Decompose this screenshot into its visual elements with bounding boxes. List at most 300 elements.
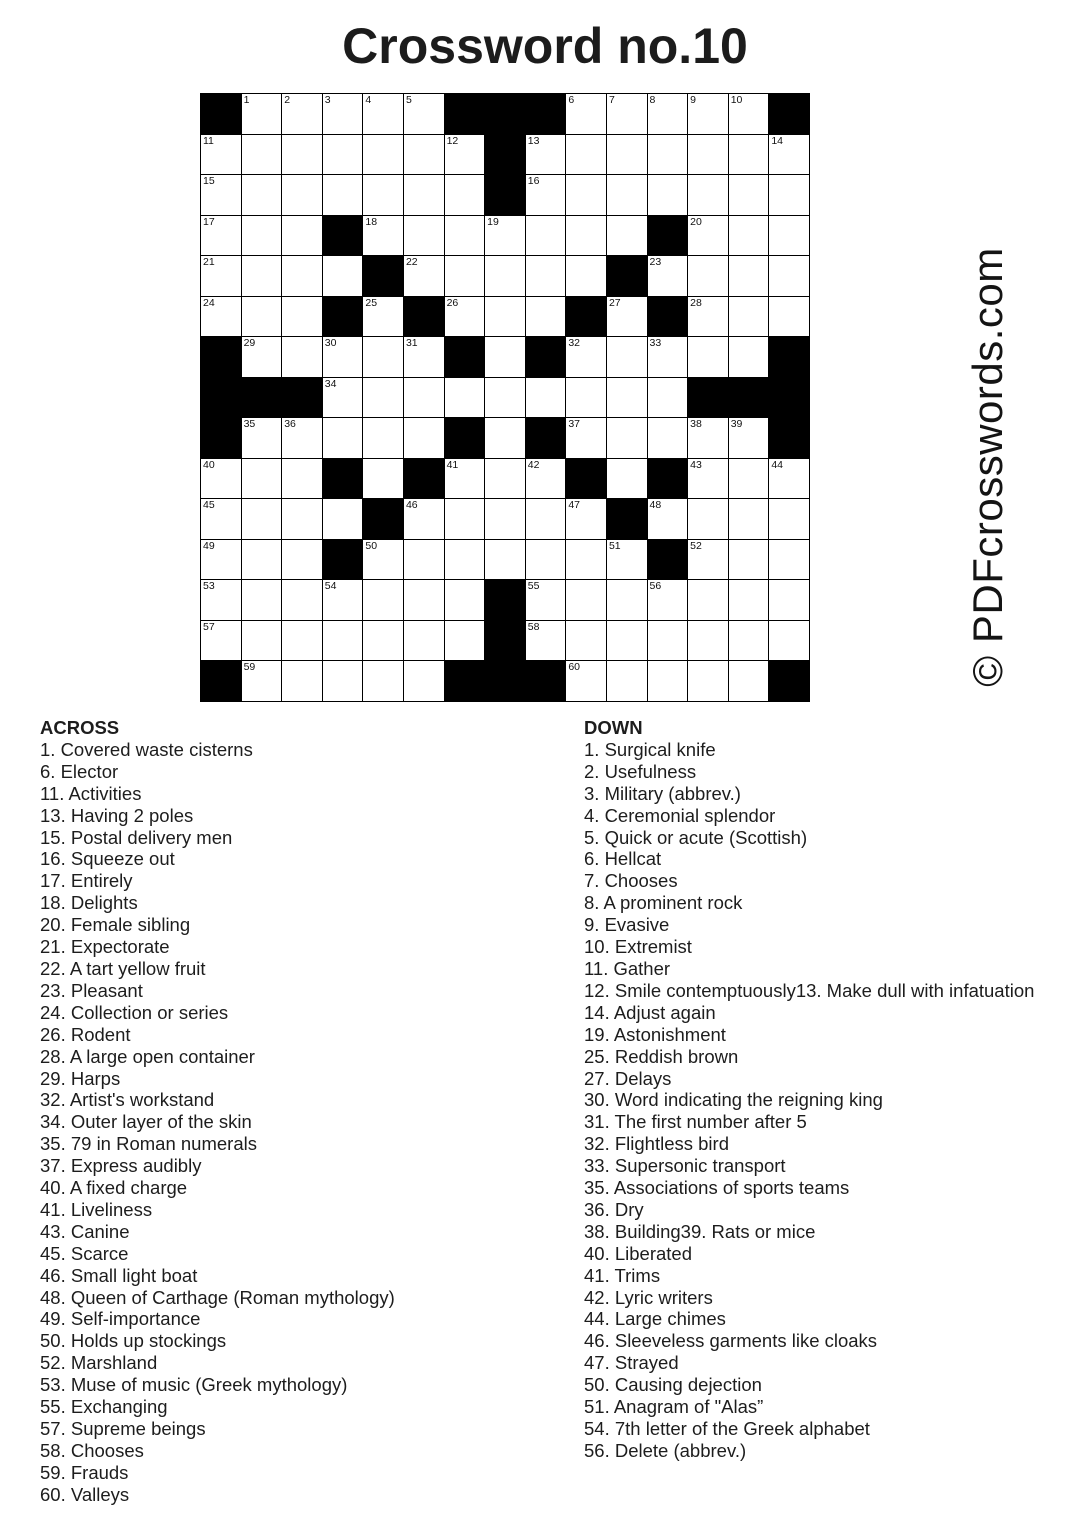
grid-cell[interactable] (566, 499, 606, 539)
clue-item: 11. Activities (40, 782, 142, 804)
clue-item: 40. A fixed charge (40, 1177, 188, 1199)
grid-cell[interactable] (201, 175, 241, 215)
cell-number: 1 (243, 94, 250, 106)
grid-cell[interactable] (729, 580, 769, 620)
grid-cell[interactable] (242, 94, 282, 134)
grid-cell[interactable] (323, 256, 363, 296)
grid-cell[interactable] (363, 661, 403, 701)
grid-cell[interactable] (242, 175, 282, 215)
grid-cell-black (404, 459, 444, 499)
grid-cell-black (769, 94, 809, 134)
grid-cell[interactable] (648, 94, 688, 134)
grid-cell[interactable] (526, 175, 566, 215)
grid-cell[interactable] (242, 337, 282, 377)
clue-item: 9. Evasive (584, 914, 670, 936)
grid-cell[interactable] (242, 297, 282, 337)
grid-cell[interactable] (566, 378, 606, 418)
grid-cell-black (769, 337, 809, 377)
grid-cell[interactable] (566, 661, 606, 701)
grid-cell[interactable] (404, 418, 444, 458)
grid-cell[interactable] (566, 540, 606, 580)
grid-cell[interactable] (445, 499, 485, 539)
grid-cell[interactable] (729, 135, 769, 175)
cell-number: 39 (730, 418, 743, 430)
grid-cell[interactable] (566, 418, 606, 458)
grid-cell[interactable] (729, 499, 769, 539)
cell-number: 19 (487, 215, 499, 228)
clue-item: 33. Supersonic transport (584, 1155, 786, 1177)
grid-cell[interactable] (688, 94, 728, 134)
cell-number: 30 (324, 337, 337, 349)
clue-item: 31. The first number after 5 (584, 1111, 807, 1133)
cell-number: 5 (405, 94, 412, 106)
grid-cell[interactable] (445, 297, 485, 337)
grid-cell[interactable] (648, 499, 688, 539)
grid-cell[interactable] (242, 418, 282, 458)
grid-cell[interactable] (363, 580, 403, 620)
grid-cell[interactable] (201, 256, 241, 296)
grid-cell[interactable] (729, 621, 769, 661)
grid-cell[interactable] (769, 580, 809, 620)
clue-item: 40. Liberated (584, 1242, 693, 1264)
grid-cell[interactable] (201, 135, 241, 175)
grid-cell[interactable] (242, 256, 282, 296)
grid-cell[interactable] (729, 94, 769, 134)
clue-item: 44. Large chimes (584, 1308, 726, 1330)
clue-item: 57. Supreme beings (40, 1418, 206, 1439)
grid-cell-black (445, 337, 485, 377)
cell-number: 18 (365, 215, 378, 228)
grid-cell-black (485, 580, 525, 620)
grid-cell[interactable] (242, 621, 282, 661)
grid-cell[interactable] (363, 459, 403, 499)
grid-cell[interactable] (404, 337, 444, 377)
cell-number: 28 (690, 296, 702, 309)
grid-cell[interactable] (688, 337, 728, 377)
grid-cell[interactable] (282, 94, 322, 134)
clue-item: 17. Entirely (40, 870, 133, 892)
grid-cell-black (566, 459, 606, 499)
grid-cell[interactable] (526, 297, 566, 337)
grid-cell[interactable] (282, 580, 322, 620)
cell-number: 16 (527, 175, 540, 187)
grid-cell[interactable] (607, 661, 647, 701)
grid-cell-black (485, 661, 525, 701)
grid-cell[interactable] (242, 459, 282, 499)
grid-cell[interactable] (363, 135, 403, 175)
clue-item: 35. Associations of sports teams (584, 1177, 850, 1199)
across-clue-list (40, 739, 395, 1506)
clue-item: 59. Frauds (40, 1461, 129, 1483)
cell-number: 36 (284, 418, 296, 430)
grid-cell[interactable] (485, 378, 525, 418)
grid-cell[interactable] (688, 540, 728, 580)
clue-item: 41. Trims (584, 1264, 661, 1286)
cell-number: 40 (203, 458, 215, 471)
cell-number: 10 (730, 94, 743, 106)
grid-cell[interactable] (282, 661, 322, 701)
clue-item: 41. Liveliness (40, 1198, 153, 1220)
grid-cell[interactable] (282, 216, 322, 256)
cell-number: 4 (365, 94, 372, 106)
grid-cell[interactable] (648, 135, 688, 175)
clue-item: 34. Outer layer of the skin (40, 1111, 252, 1133)
grid-cell[interactable] (485, 540, 525, 580)
cell-number: 33 (649, 337, 662, 349)
cell-number: 43 (690, 458, 702, 471)
grid-cell[interactable] (729, 540, 769, 580)
grid-cell[interactable] (242, 135, 282, 175)
grid-cell[interactable] (404, 621, 444, 661)
grid-cell[interactable] (445, 378, 485, 418)
cell-number: 49 (203, 539, 215, 552)
grid-cell[interactable] (566, 94, 606, 134)
cell-number: 17 (203, 215, 215, 228)
clue-item: 50. Causing dejection (584, 1374, 762, 1396)
grid-cell[interactable] (485, 499, 525, 539)
grid-cell-black (648, 216, 688, 256)
grid-cell[interactable] (282, 256, 322, 296)
clue-item: 47. Strayed (584, 1352, 679, 1374)
grid-cell[interactable] (526, 499, 566, 539)
grid-cell[interactable] (607, 459, 647, 499)
grid-cell[interactable] (769, 540, 809, 580)
grid-cell[interactable] (566, 256, 606, 296)
grid-cell[interactable] (566, 580, 606, 620)
grid-cell[interactable] (688, 621, 728, 661)
grid-cell[interactable] (729, 459, 769, 499)
grid-cell[interactable] (485, 297, 525, 337)
grid-cell[interactable] (729, 297, 769, 337)
grid-cell[interactable] (607, 621, 647, 661)
grid-cell[interactable] (323, 378, 363, 418)
clue-item: 48. Queen of Carthage (Roman mythology) (40, 1286, 395, 1308)
clue-item: 10. Extremist (584, 936, 692, 958)
grid-cell[interactable] (485, 459, 525, 499)
grid-cell[interactable] (445, 135, 485, 175)
clue-item: 32. Artist's workstand (40, 1089, 215, 1111)
grid-cell[interactable] (607, 580, 647, 620)
grid-cell-black (729, 378, 769, 418)
grid-cell[interactable] (769, 297, 809, 337)
cell-number: 32 (568, 337, 581, 349)
grid-cell[interactable] (648, 580, 688, 620)
grid-cell[interactable] (566, 621, 606, 661)
down-clue-list (584, 739, 1034, 1462)
grid-cell[interactable] (769, 459, 809, 499)
grid-cell[interactable] (445, 256, 485, 296)
grid-cell[interactable] (201, 580, 241, 620)
grid-cell[interactable] (404, 580, 444, 620)
grid-cell[interactable] (729, 418, 769, 458)
grid-cell[interactable] (363, 337, 403, 377)
cell-number: 60 (568, 661, 581, 673)
grid-cell[interactable] (769, 216, 809, 256)
grid-cell[interactable] (363, 297, 403, 337)
grid-cell[interactable] (607, 297, 647, 337)
grid-cell[interactable] (526, 621, 566, 661)
clue-item: 24. Collection or series (40, 1001, 229, 1023)
cell-number: 21 (203, 256, 215, 268)
grid-cell[interactable] (648, 661, 688, 701)
clue-item: 58. Chooses (40, 1439, 144, 1461)
grid-cell[interactable] (404, 540, 444, 580)
grid-cell[interactable] (485, 256, 525, 296)
grid-cell[interactable] (485, 337, 525, 377)
grid-cell-black (485, 135, 525, 175)
grid-cell[interactable] (729, 337, 769, 377)
clue-item: 13. Having 2 poles (40, 804, 194, 826)
grid-cell[interactable] (648, 337, 688, 377)
grid-cell-black (282, 378, 322, 418)
across-clues-section (40, 717, 395, 1506)
grid-cell[interactable] (323, 94, 363, 134)
grid-cell[interactable] (688, 661, 728, 701)
grid-cell-black (607, 499, 647, 539)
grid-cell[interactable] (526, 135, 566, 175)
grid-cell-black (485, 94, 525, 134)
grid-cell-black (648, 540, 688, 580)
grid-cell[interactable] (282, 499, 322, 539)
grid-cell[interactable] (688, 459, 728, 499)
crossword-grid (200, 93, 810, 702)
grid-cell-black (769, 378, 809, 418)
grid-cell[interactable] (607, 135, 647, 175)
cell-number: 15 (203, 175, 215, 187)
grid-cell[interactable] (201, 297, 241, 337)
cell-number: 23 (649, 256, 662, 268)
grid-cell[interactable] (404, 256, 444, 296)
grid-cell[interactable] (688, 256, 728, 296)
grid-cell[interactable] (201, 499, 241, 539)
cell-number: 34 (324, 377, 337, 390)
clue-item: 23. Pleasant (40, 979, 143, 1001)
grid-cell[interactable] (445, 175, 485, 215)
grid-cell[interactable] (607, 540, 647, 580)
clue-item: 52. Marshland (40, 1352, 158, 1374)
grid-cell[interactable] (607, 94, 647, 134)
grid-cell[interactable] (282, 418, 322, 458)
grid-cell-black (201, 378, 241, 418)
grid-cell[interactable] (404, 135, 444, 175)
grid-cell[interactable] (363, 175, 403, 215)
grid-cell[interactable] (526, 540, 566, 580)
clue-item: 42. Lyric writers (584, 1286, 713, 1308)
grid-cell[interactable] (242, 499, 282, 539)
grid-cell[interactable] (363, 94, 403, 134)
grid-cell[interactable] (648, 256, 688, 296)
clue-item: 54. 7th letter of the Greek alphabet (584, 1418, 870, 1439)
grid-cell[interactable] (526, 378, 566, 418)
cell-number: 47 (568, 499, 581, 511)
grid-cell[interactable] (282, 337, 322, 377)
clue-item: 8. A prominent rock (584, 892, 743, 914)
clue-item: 1. Surgical knife (584, 738, 716, 760)
clue-item: 2. Usefulness (584, 760, 697, 782)
grid-cell[interactable] (282, 135, 322, 175)
clue-item: 15. Postal delivery men (40, 826, 233, 848)
grid-cell-black (485, 621, 525, 661)
cell-number: 31 (405, 337, 418, 349)
grid-cell[interactable] (242, 661, 282, 701)
clue-item: 50. Holds up stockings (40, 1330, 227, 1352)
grid-cell[interactable] (445, 216, 485, 256)
grid-cell[interactable] (729, 661, 769, 701)
clue-item: 4. Ceremonial splendor (584, 804, 776, 826)
grid-cell[interactable] (282, 175, 322, 215)
clue-item: 11. Gather (584, 957, 671, 979)
cell-number: 14 (771, 134, 783, 147)
grid-cell[interactable] (648, 418, 688, 458)
grid-cell[interactable] (688, 135, 728, 175)
grid-cell[interactable] (201, 459, 241, 499)
grid-cell[interactable] (688, 580, 728, 620)
grid-cell[interactable] (445, 580, 485, 620)
grid-cell[interactable] (566, 216, 606, 256)
clue-item: 25. Reddish brown (584, 1045, 739, 1067)
grid-cell[interactable] (688, 418, 728, 458)
grid-cell[interactable] (648, 378, 688, 418)
grid-cell[interactable] (607, 418, 647, 458)
grid-cell-black (445, 418, 485, 458)
grid-cell-black (688, 378, 728, 418)
grid-cell[interactable] (404, 175, 444, 215)
cell-number: 37 (568, 418, 581, 430)
grid-cell[interactable] (445, 621, 485, 661)
cell-number: 50 (365, 539, 378, 552)
clue-item: 18. Delights (40, 892, 138, 914)
cell-number: 2 (284, 94, 291, 106)
grid-cell-black (566, 297, 606, 337)
clue-item: 49. Self-importance (40, 1308, 201, 1330)
grid-cell[interactable] (648, 175, 688, 215)
grid-cell[interactable] (323, 621, 363, 661)
clue-item: 60. Valleys (40, 1483, 130, 1505)
grid-cell[interactable] (769, 175, 809, 215)
grid-cell[interactable] (201, 621, 241, 661)
cell-number: 22 (405, 256, 418, 268)
clue-item: 35. 79 in Roman numerals (40, 1133, 257, 1155)
grid-cell[interactable] (485, 418, 525, 458)
grid-cell-black (526, 94, 566, 134)
grid-cell[interactable] (688, 216, 728, 256)
cell-number: 44 (771, 458, 783, 471)
clue-item: 12. Smile contemptuously13. Make dull with infatuation (584, 979, 1035, 1001)
grid-cell[interactable] (445, 540, 485, 580)
grid-cell[interactable] (566, 337, 606, 377)
grid-cell-black (201, 337, 241, 377)
grid-cell[interactable] (485, 216, 525, 256)
grid-cell[interactable] (363, 378, 403, 418)
down-clues-section (584, 717, 1034, 1462)
grid-cell[interactable] (526, 580, 566, 620)
copyright-watermark: © PDFcrosswords.com (964, 247, 1011, 687)
grid-cell[interactable] (201, 216, 241, 256)
grid-cell[interactable] (404, 94, 444, 134)
grid-cell[interactable] (688, 175, 728, 215)
grid-cell[interactable] (363, 216, 403, 256)
grid-cell[interactable] (607, 175, 647, 215)
clue-item: 28. A large open container (40, 1045, 255, 1067)
cell-number: 58 (527, 620, 540, 633)
grid-cell[interactable] (607, 378, 647, 418)
grid-cell[interactable] (323, 175, 363, 215)
cell-number: 29 (243, 337, 256, 349)
grid-cell-black (323, 216, 363, 256)
clue-item: 45. Scarce (40, 1242, 129, 1264)
cell-number: 25 (365, 296, 378, 309)
cell-number: 48 (649, 499, 662, 511)
grid-cell[interactable] (242, 580, 282, 620)
grid-cell[interactable] (282, 540, 322, 580)
grid-cell[interactable] (769, 256, 809, 296)
grid-cell[interactable] (282, 297, 322, 337)
grid-cell[interactable] (363, 540, 403, 580)
grid-cell[interactable] (526, 256, 566, 296)
grid-cell[interactable] (729, 175, 769, 215)
grid-cell[interactable] (323, 418, 363, 458)
grid-cell[interactable] (242, 540, 282, 580)
clue-item: 43. Canine (40, 1220, 130, 1242)
grid-cell[interactable] (566, 135, 606, 175)
grid-cell-black (201, 661, 241, 701)
grid-cell[interactable] (769, 621, 809, 661)
grid-cell[interactable] (445, 459, 485, 499)
grid-cell[interactable] (404, 378, 444, 418)
grid-cell[interactable] (769, 135, 809, 175)
clue-item: 38. Building39. Rats or mice (584, 1220, 816, 1242)
grid-cell[interactable] (323, 135, 363, 175)
page-title: Crossword no.10 (342, 18, 748, 74)
grid-cell-black (769, 661, 809, 701)
grid-cell[interactable] (526, 216, 566, 256)
grid-cell[interactable] (323, 499, 363, 539)
grid-cell[interactable] (404, 216, 444, 256)
clue-item: 29. Harps (40, 1067, 121, 1089)
grid-cell[interactable] (323, 337, 363, 377)
grid-cell[interactable] (363, 621, 403, 661)
grid-cell[interactable] (404, 499, 444, 539)
grid-cell[interactable] (323, 661, 363, 701)
grid-cell[interactable] (323, 580, 363, 620)
across-heading: ACROSS (40, 717, 120, 738)
grid-cell[interactable] (201, 540, 241, 580)
grid-cell[interactable] (607, 216, 647, 256)
clue-item: 21. Expectorate (40, 936, 170, 958)
down-heading: DOWN (584, 717, 643, 738)
clue-item: 26. Rodent (40, 1023, 131, 1045)
grid-cell[interactable] (282, 621, 322, 661)
grid-cell[interactable] (282, 459, 322, 499)
grid-cell[interactable] (688, 297, 728, 337)
grid-cell[interactable] (607, 337, 647, 377)
cell-number: 26 (446, 296, 459, 309)
grid-cell[interactable] (729, 216, 769, 256)
grid-cell-black (648, 459, 688, 499)
grid-cell[interactable] (242, 216, 282, 256)
grid-cell[interactable] (688, 499, 728, 539)
grid-cell[interactable] (729, 256, 769, 296)
clue-item: 56. Delete (abbrev.) (584, 1439, 747, 1461)
grid-cell[interactable] (566, 175, 606, 215)
grid-cell[interactable] (648, 621, 688, 661)
grid-cell[interactable] (526, 459, 566, 499)
grid-cell[interactable] (769, 499, 809, 539)
grid-cell-black (769, 418, 809, 458)
clue-item: 51. Anagram of "Alas” (584, 1396, 764, 1418)
grid-cell[interactable] (363, 418, 403, 458)
grid-cell[interactable] (404, 661, 444, 701)
